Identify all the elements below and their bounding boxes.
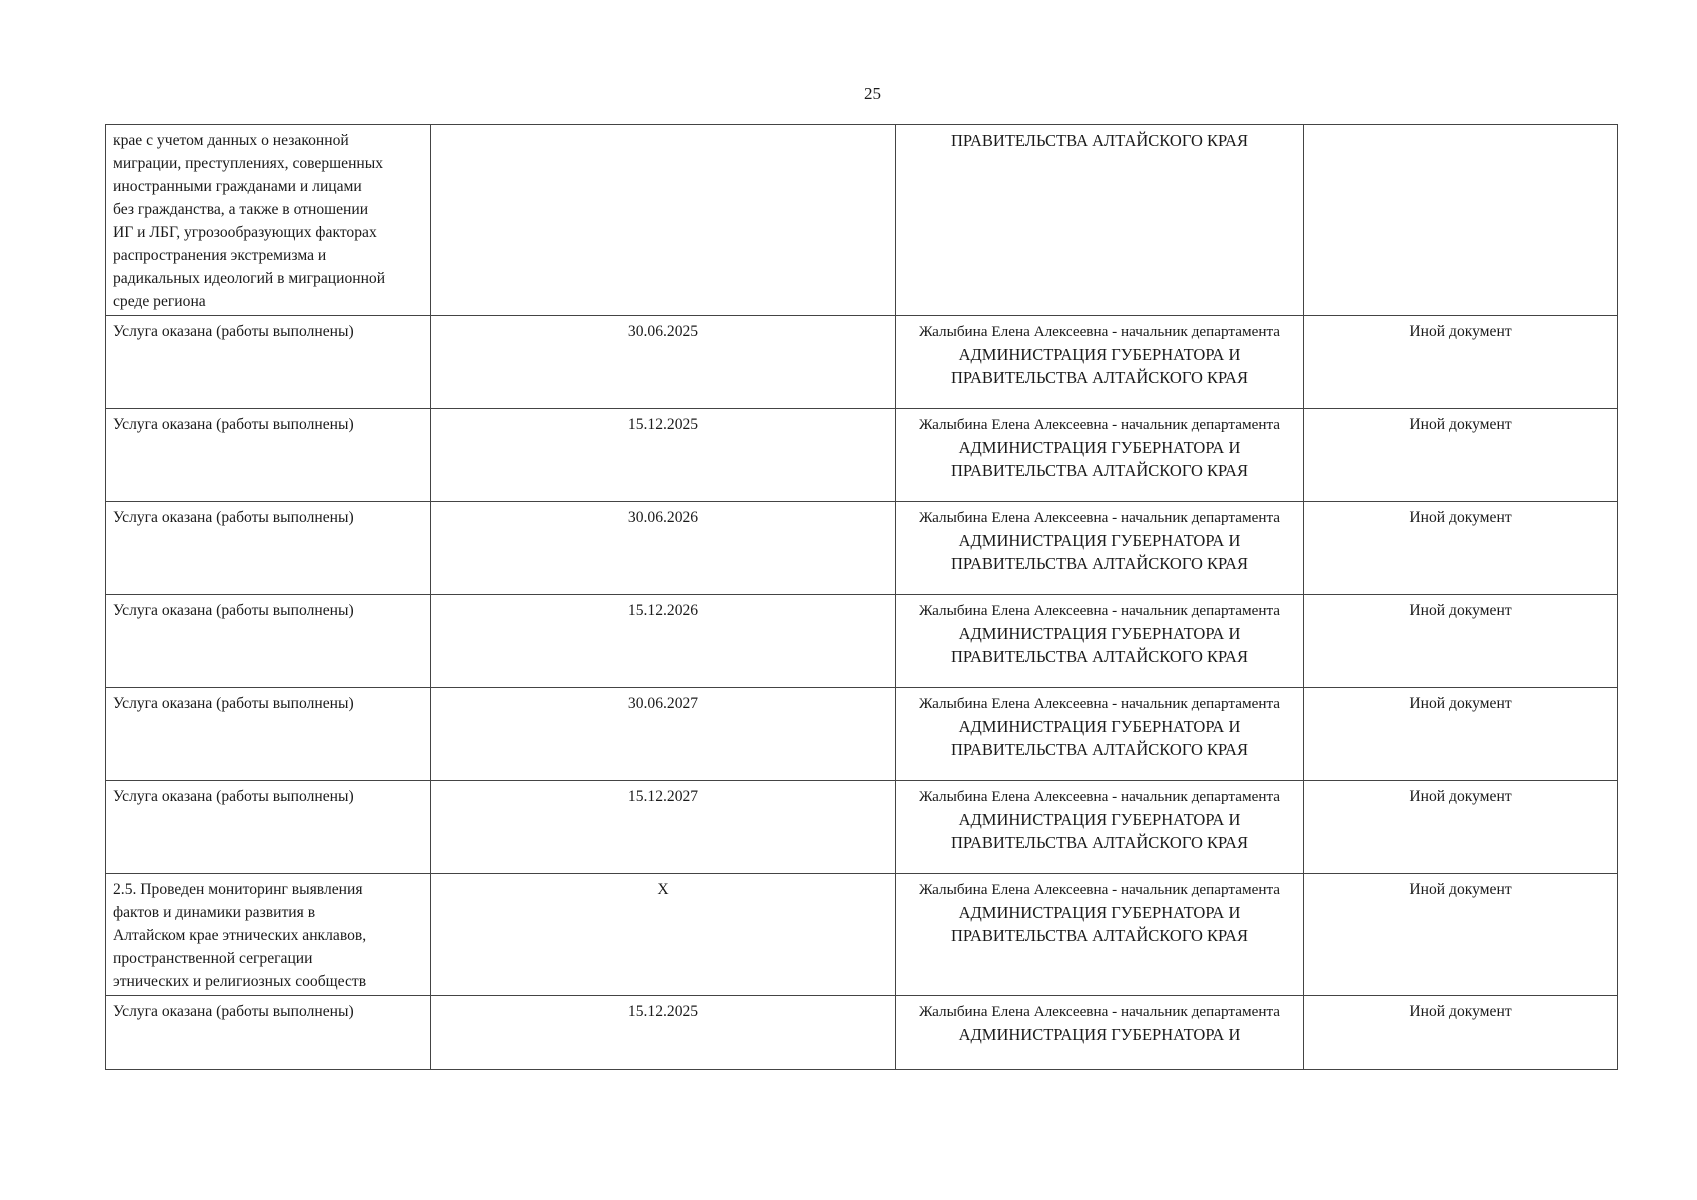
document-cell: Иной документ: [1304, 781, 1618, 874]
result-cell: Услуга оказана (работы выполнены): [106, 316, 431, 409]
date-cell: 30.06.2025: [431, 316, 896, 409]
responsible-department: АДМИНИСТРАЦИЯ ГУБЕРНАТОРА И ПРАВИТЕЛЬСТВА АЛТАЙСКОГО КРАЯ: [951, 531, 1248, 573]
result-cell: Услуга оказана (работы выполнены): [106, 781, 431, 874]
table-row: [106, 409, 1618, 502]
table-row: [106, 316, 1618, 409]
responsible-cell: [896, 502, 1304, 595]
document-cell: Иной документ: [1304, 595, 1618, 688]
date-cell: 15.12.2025: [431, 409, 896, 502]
responsible-cell: [896, 996, 1304, 1070]
table-row: [106, 595, 1618, 688]
table-row: [106, 502, 1618, 595]
responsible-person: Жалыбина Елена Алексеевна - начальник департамента: [918, 881, 1281, 898]
responsible-cell: [896, 125, 1304, 316]
result-cell: Услуга оказана (работы выполнены): [106, 502, 431, 595]
responsible-person: Жалыбина Елена Алексеевна - начальник департамента: [918, 416, 1281, 433]
responsible-person: Жалыбина Елена Алексеевна - начальник департамента: [918, 695, 1281, 712]
responsible-person: Жалыбина Елена Алексеевна - начальник департамента: [918, 788, 1281, 805]
result-cell: крае с учетом данных о незаконной миграции, преступлениях, совершенных иностранными гражданами и лицами без гражданства, а также в отношении ИГ и ЛБГ, угрозообразующих факторах распространения экстремизма и радикальных идеологий в миграционной среде региона: [106, 125, 431, 316]
result-cell: Услуга оказана (работы выполнены): [106, 409, 431, 502]
date-cell: 15.12.2025: [431, 996, 896, 1070]
table-row: [106, 874, 1618, 996]
responsible-cell: [896, 688, 1304, 781]
responsible-person: Жалыбина Елена Алексеевна - начальник департамента: [918, 1003, 1281, 1020]
table-row: [106, 996, 1618, 1070]
result-cell: Услуга оказана (работы выполнены): [106, 595, 431, 688]
result-cell: Услуга оказана (работы выполнены): [106, 688, 431, 781]
table-row: [106, 688, 1618, 781]
responsible-cell: [896, 595, 1304, 688]
document-cell: Иной документ: [1304, 996, 1618, 1070]
table-row: [106, 125, 1618, 316]
responsible-person: Жалыбина Елена Алексеевна - начальник департамента: [918, 509, 1281, 526]
result-cell: 2.5. Проведен мониторинг выявления фактов и динамики развития в Алтайском крае этнических анклавов, пространственной сегрегации этнических и религиозных сообществ: [106, 874, 431, 996]
table-row: [106, 781, 1618, 874]
responsible-department: АДМИНИСТРАЦИЯ ГУБЕРНАТОРА И: [958, 1025, 1241, 1044]
document-cell: Иной документ: [1304, 874, 1618, 996]
date-cell: 15.12.2026: [431, 595, 896, 688]
date-cell: 30.06.2026: [431, 502, 896, 595]
responsible-department: АДМИНИСТРАЦИЯ ГУБЕРНАТОРА И ПРАВИТЕЛЬСТВА АЛТАЙСКОГО КРАЯ: [951, 903, 1248, 945]
result-cell: Услуга оказана (работы выполнены): [106, 996, 431, 1070]
results-table: [105, 124, 1618, 1070]
date-cell: [431, 125, 896, 316]
document-cell: Иной документ: [1304, 316, 1618, 409]
document-cell: Иной документ: [1304, 688, 1618, 781]
responsible-department: АДМИНИСТРАЦИЯ ГУБЕРНАТОРА И ПРАВИТЕЛЬСТВА АЛТАЙСКОГО КРАЯ: [951, 717, 1248, 759]
responsible-person: Жалыбина Елена Алексеевна - начальник департамента: [918, 602, 1281, 619]
date-cell: Х: [431, 874, 896, 996]
document-cell: Иной документ: [1304, 409, 1618, 502]
responsible-person: Жалыбина Елена Алексеевна - начальник департамента: [918, 323, 1281, 340]
responsible-cell: [896, 781, 1304, 874]
responsible-department: АДМИНИСТРАЦИЯ ГУБЕРНАТОРА И ПРАВИТЕЛЬСТВА АЛТАЙСКОГО КРАЯ: [951, 345, 1248, 387]
responsible-department: АДМИНИСТРАЦИЯ ГУБЕРНАТОРА И ПРАВИТЕЛЬСТВА АЛТАЙСКОГО КРАЯ: [951, 624, 1248, 666]
responsible-department: ПРАВИТЕЛЬСТВА АЛТАЙСКОГО КРАЯ: [951, 131, 1248, 150]
date-cell: 15.12.2027: [431, 781, 896, 874]
date-cell: 30.06.2027: [431, 688, 896, 781]
document-cell: Иной документ: [1304, 502, 1618, 595]
responsible-department: АДМИНИСТРАЦИЯ ГУБЕРНАТОРА И ПРАВИТЕЛЬСТВА АЛТАЙСКОГО КРАЯ: [951, 438, 1248, 480]
responsible-cell: [896, 409, 1304, 502]
responsible-department: АДМИНИСТРАЦИЯ ГУБЕРНАТОРА И ПРАВИТЕЛЬСТВА АЛТАЙСКОГО КРАЯ: [951, 810, 1248, 852]
responsible-cell: [896, 316, 1304, 409]
document-cell: [1304, 125, 1618, 316]
page-number: 25: [864, 84, 881, 103]
responsible-cell: [896, 874, 1304, 996]
